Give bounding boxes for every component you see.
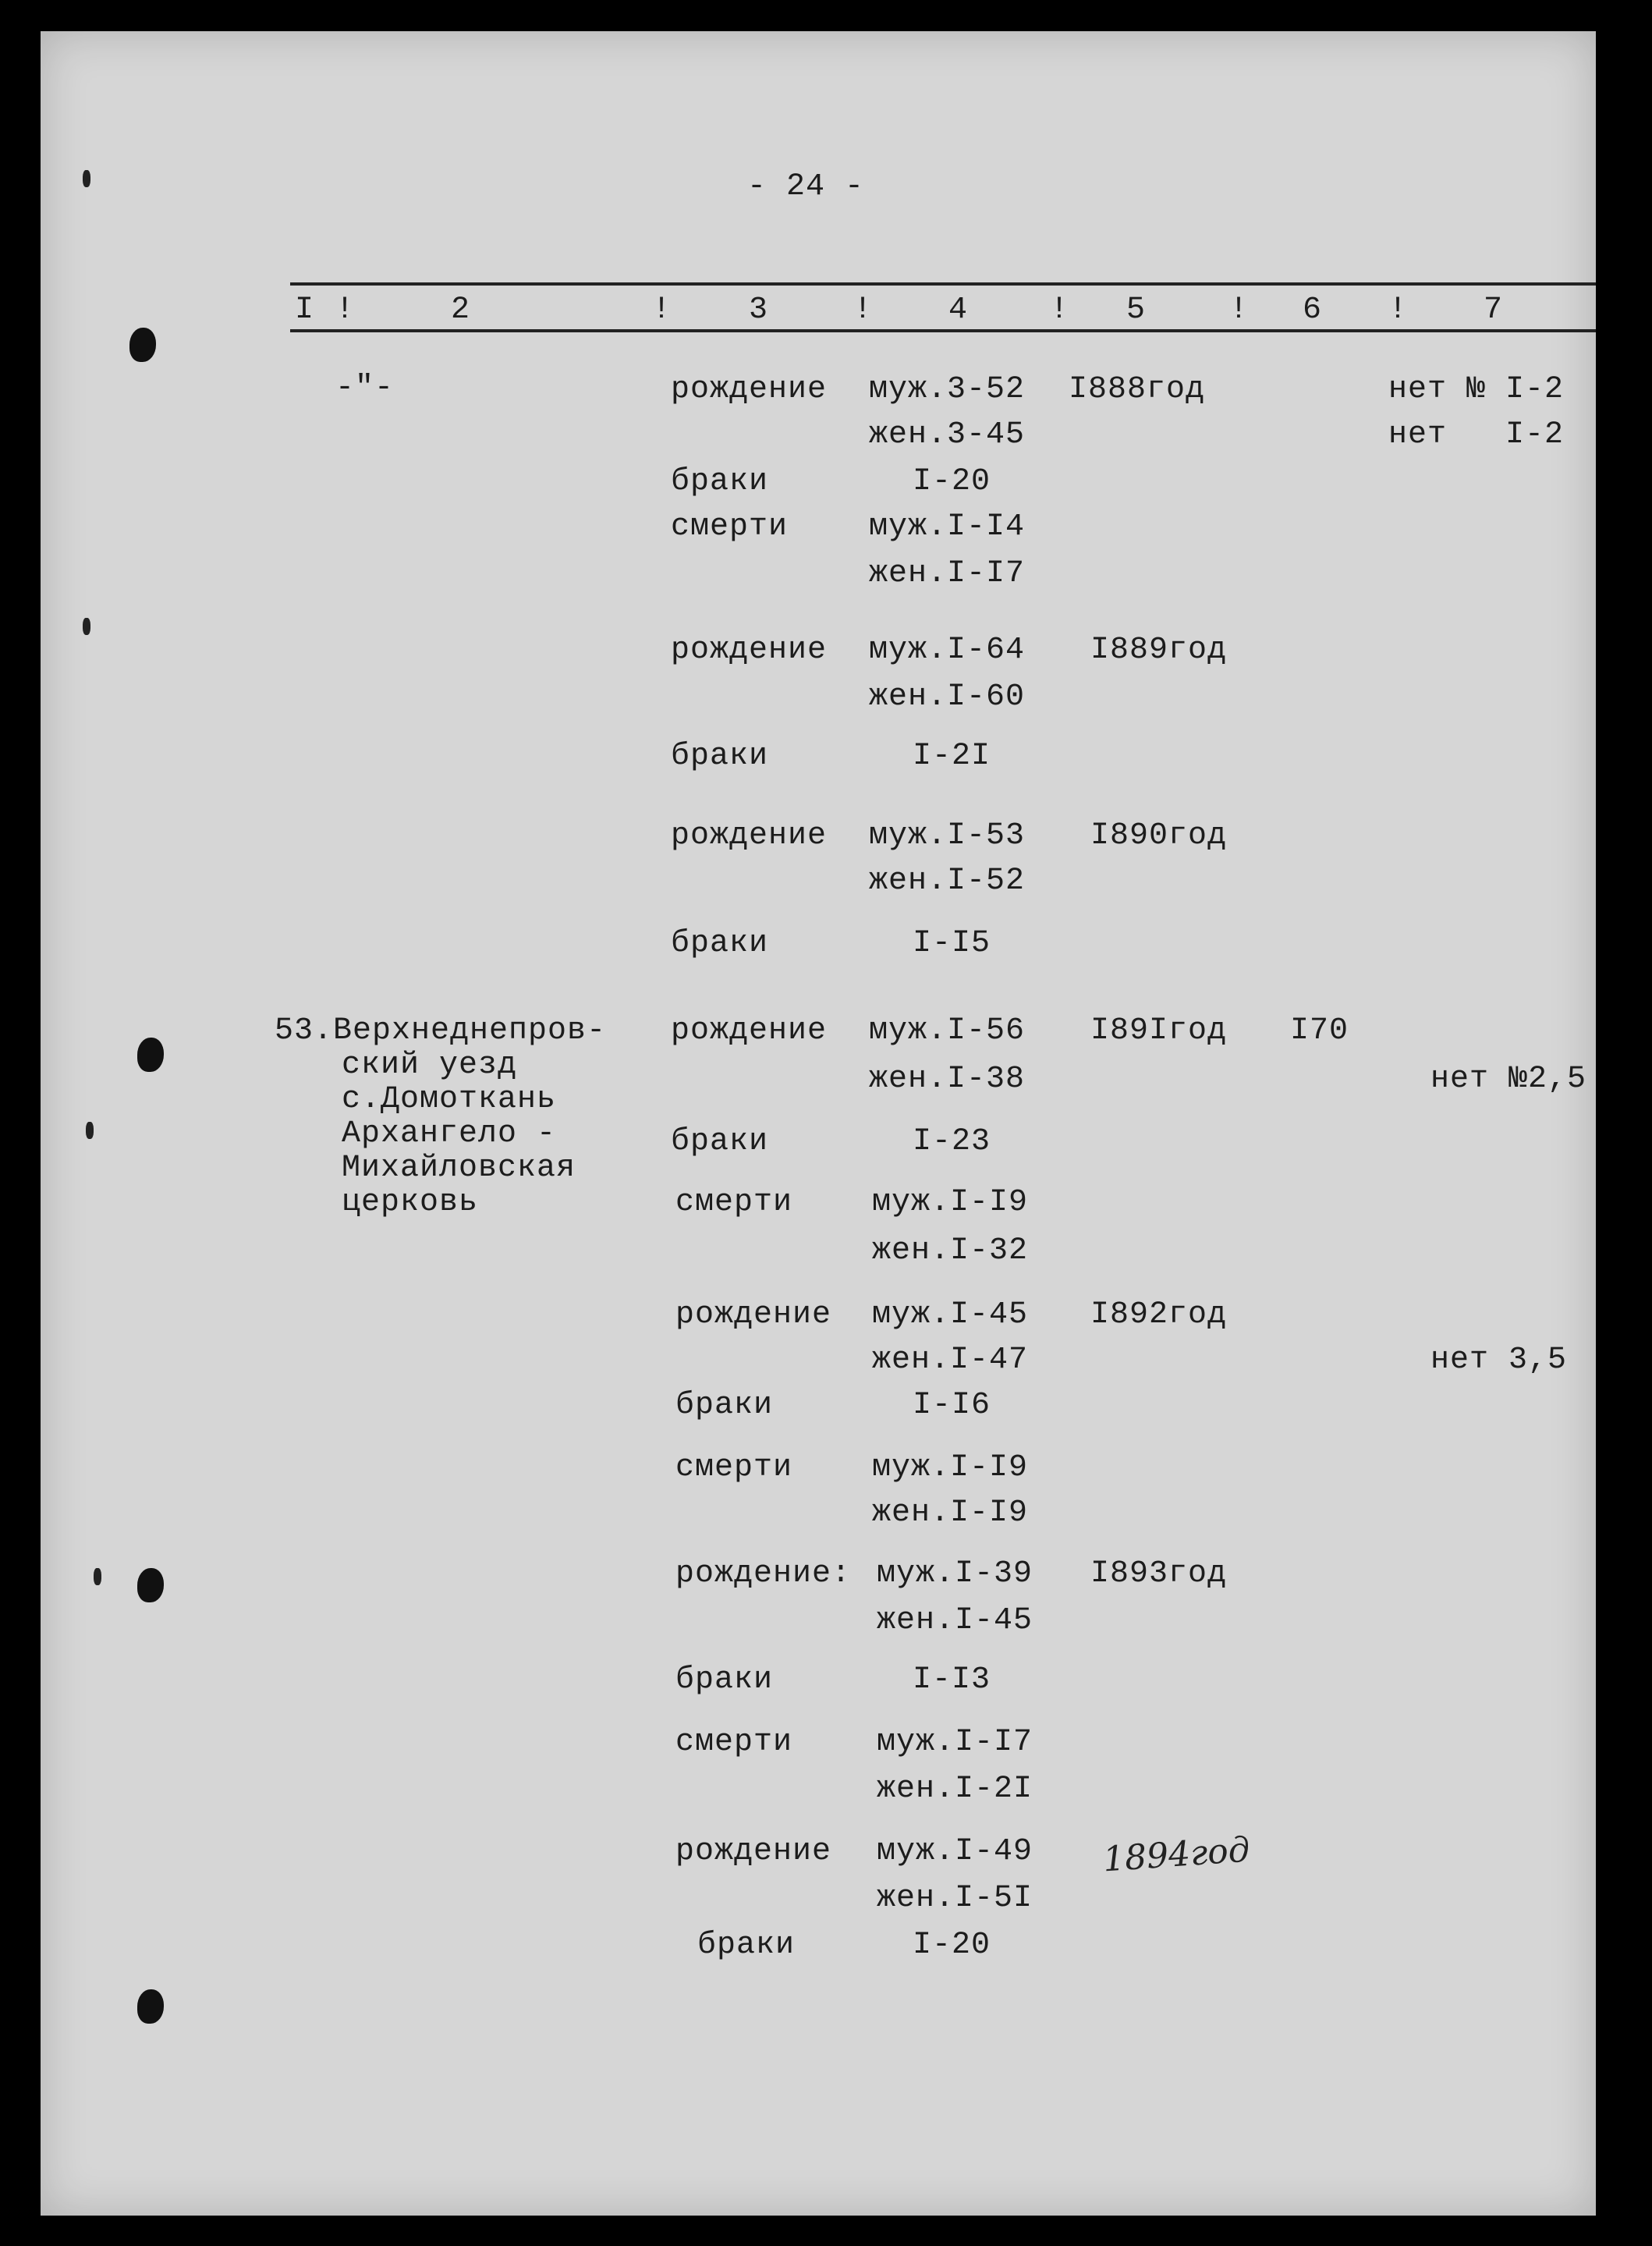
binding-mark: [94, 1568, 101, 1585]
record-type: браки: [671, 739, 769, 774]
parish-name-line: 53.Верхнеднепров-: [275, 1013, 607, 1048]
header-col-2: 2: [451, 293, 471, 328]
year-handwritten: 1894год: [1101, 1829, 1252, 1880]
year: I89Iгод: [1090, 1013, 1228, 1048]
header-col-1: I: [295, 293, 315, 328]
marriage-count: I-I5: [913, 926, 991, 961]
col7-note: нет №2,5: [1430, 1062, 1587, 1097]
record-type: рождение: [671, 1013, 828, 1048]
parish-name-line: церковь: [342, 1185, 479, 1220]
binding-mark: [83, 618, 90, 635]
female-count: жен.I-38: [869, 1062, 1026, 1097]
col7-note: нет I-2: [1388, 417, 1565, 452]
record-type: браки: [671, 464, 769, 499]
header-col-5: 5: [1126, 293, 1147, 328]
col7-note: нет 3,5: [1430, 1343, 1568, 1378]
year: I892год: [1090, 1297, 1228, 1332]
record-type: смерти: [675, 1450, 793, 1485]
year: I888год: [1069, 372, 1206, 407]
binding-mark: [83, 170, 90, 187]
record-type: рождение: [671, 633, 828, 668]
female-count: жен.I-52: [869, 864, 1026, 899]
year: I893год: [1090, 1556, 1228, 1591]
male-count: муж.I-39: [877, 1556, 1033, 1591]
male-count: муж.I-56: [869, 1013, 1026, 1048]
record-type: рождение:: [675, 1556, 852, 1591]
col6-value: I70: [1290, 1013, 1349, 1048]
male-count: муж.I-I9: [872, 1450, 1029, 1485]
page-number: - 24 -: [747, 169, 865, 204]
binding-hole: [129, 328, 156, 362]
binding-hole: [137, 1568, 164, 1602]
year: I890год: [1090, 818, 1228, 853]
male-count: муж.I-I4: [869, 509, 1026, 545]
female-count: жен.I-I9: [872, 1496, 1029, 1531]
header-rule-bottom: [290, 329, 1596, 332]
binding-hole: [137, 1038, 164, 1072]
marriage-count: I-I6: [913, 1388, 991, 1423]
female-count: жен.I-45: [877, 1603, 1033, 1638]
male-count: муж.I-45: [872, 1297, 1029, 1332]
record-type: рождение: [675, 1834, 832, 1869]
header-col-6: 6: [1303, 293, 1323, 328]
header-separator: !: [853, 293, 874, 328]
header-col-4: 4: [948, 293, 969, 328]
record-type: браки: [675, 1662, 774, 1698]
female-count: жен.I-60: [869, 679, 1026, 715]
female-count: жен.I-47: [872, 1343, 1029, 1378]
parish-name-line: Архангело -: [342, 1116, 557, 1151]
record-type: смерти: [675, 1185, 793, 1220]
male-count: муж.I-49: [877, 1834, 1033, 1869]
header-col-7: 7: [1484, 293, 1504, 328]
record-type: смерти: [675, 1725, 793, 1760]
header-separator: !: [652, 293, 672, 328]
female-count: жен.I-I7: [869, 556, 1026, 591]
header-col-3: 3: [749, 293, 769, 328]
record-type: браки: [671, 926, 769, 961]
header-separator: !: [1388, 293, 1409, 328]
col7-note: нет № I-2: [1388, 372, 1565, 407]
female-count: жен.3-45: [869, 417, 1026, 452]
marriage-count: I-2I: [913, 739, 991, 774]
header-separator: !: [1050, 293, 1070, 328]
record-type: браки: [675, 1388, 774, 1423]
record-type: рождение: [671, 372, 828, 407]
marriage-count: I-23: [913, 1124, 991, 1159]
female-count: жен.I-5I: [877, 1881, 1033, 1916]
binding-hole: [137, 1989, 164, 2024]
record-type: браки: [697, 1928, 796, 1963]
parish-name-line: ский уезд: [342, 1048, 518, 1083]
male-count: муж.3-52: [869, 372, 1026, 407]
marriage-count: I-20: [913, 464, 991, 499]
record-type: браки: [671, 1124, 769, 1159]
record-type: смерти: [671, 509, 789, 545]
male-count: муж.I-53: [869, 818, 1026, 853]
record-type: рождение: [671, 818, 828, 853]
parish-name-line: с.Домоткань: [342, 1082, 557, 1117]
document-page: [41, 31, 1596, 2216]
ditto-mark: -"-: [335, 371, 395, 406]
binding-mark: [86, 1122, 94, 1139]
parish-name-line: Михайловская: [342, 1151, 576, 1186]
marriage-count: I-20: [913, 1928, 991, 1963]
marriage-count: I-I3: [913, 1662, 991, 1698]
header-separator: !: [1229, 293, 1250, 328]
record-type: рождение: [675, 1297, 832, 1332]
year: I889год: [1090, 633, 1228, 668]
male-count: муж.I-I7: [877, 1725, 1033, 1760]
header-rule-top: [290, 282, 1596, 286]
female-count: жен.I-2I: [877, 1772, 1033, 1807]
female-count: жен.I-32: [872, 1233, 1029, 1268]
male-count: муж.I-64: [869, 633, 1026, 668]
male-count: муж.I-I9: [872, 1185, 1029, 1220]
header-separator: !: [335, 293, 356, 328]
